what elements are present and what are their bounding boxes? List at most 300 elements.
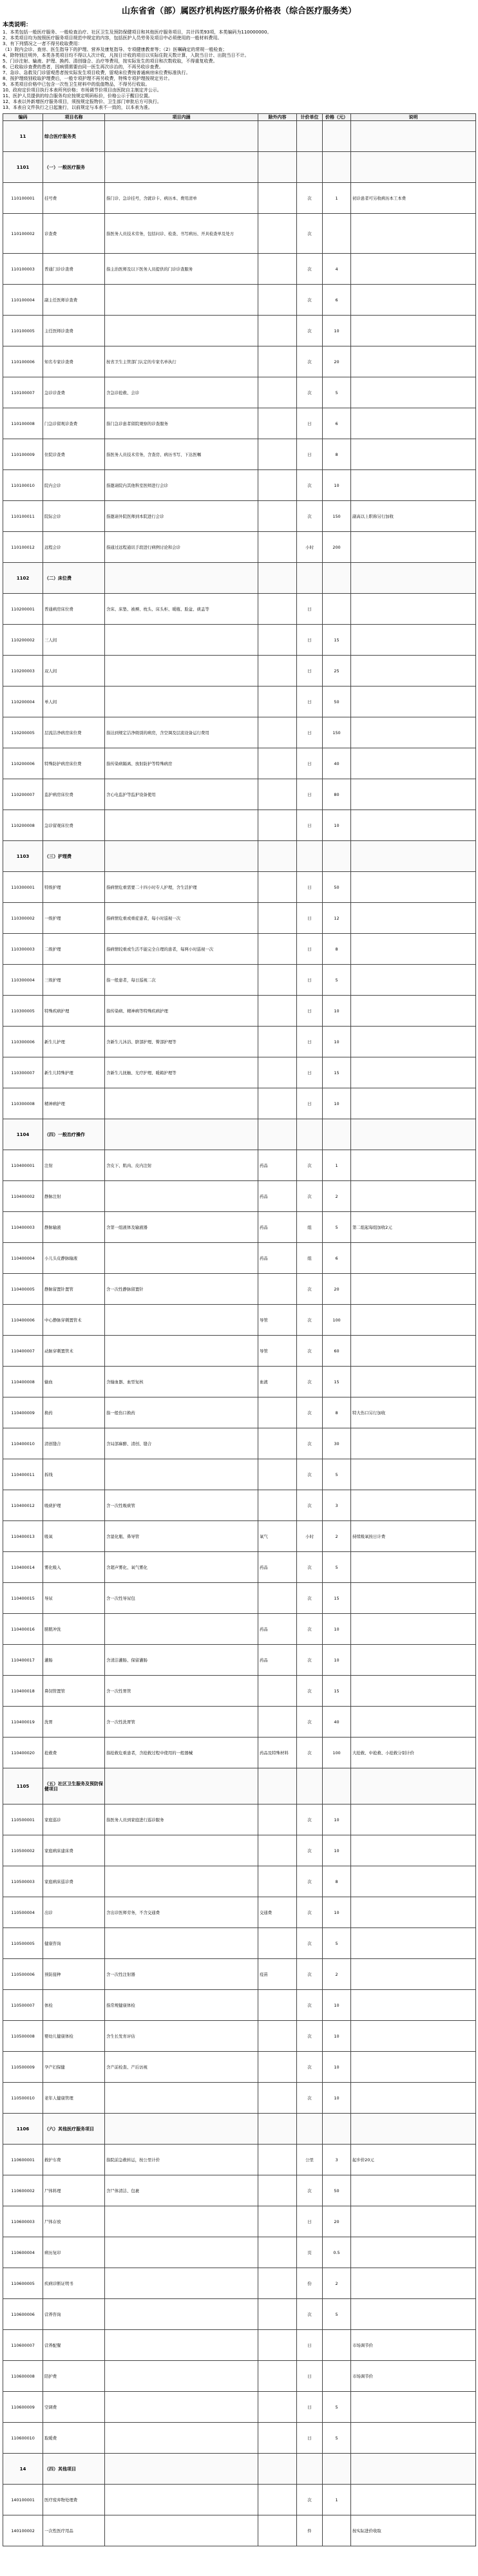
cell-item-name: 拆线 [43, 1459, 105, 1490]
cell-item-name: 病历复印 [43, 2237, 105, 2268]
cell-content: 指传染病隔离、放射防护等特殊病房 [105, 748, 258, 779]
cell-code: 1102 [3, 563, 43, 594]
cell-price: 100 [323, 1738, 351, 1768]
table-row [3, 2330, 476, 2361]
table-row [3, 1521, 476, 1552]
cell-content [105, 1768, 258, 1804]
table-row [3, 2083, 476, 2114]
cell-remarks [351, 285, 476, 316]
cell-remarks [351, 2454, 476, 2485]
cell-item-name: 层流洁净病房床位费 [43, 717, 105, 748]
cell-content [105, 2361, 258, 2392]
cell-content: 含新生儿抚触、光疗护理、暖箱护理等 [105, 1057, 258, 1088]
cell-code: 110600007 [3, 2330, 43, 2361]
cell-content [105, 1614, 258, 1645]
cell-price [323, 2361, 351, 2392]
cell-unit: 次 [297, 2052, 323, 2083]
cell-code: 110100003 [3, 254, 43, 285]
cell-remarks: 市场调节价 [351, 2361, 476, 2392]
cell-content: 含第一组液体及输液器 [105, 1212, 258, 1243]
cell-code: 110500008 [3, 2021, 43, 2052]
table-row [3, 2175, 476, 2206]
cell-unit: 组 [297, 1243, 323, 1274]
cell-code: 110100002 [3, 214, 43, 254]
cell-item-name: 小儿头皮静脉输液 [43, 1243, 105, 1274]
cell-unit: 件 [297, 2515, 323, 2546]
table-row [3, 214, 476, 254]
cell-content: 含产前检查、产后访视 [105, 2052, 258, 2083]
cell-code: 110300007 [3, 1057, 43, 1088]
table-row [3, 1490, 476, 1521]
cell-content: 指主治医师及以下医务人员提供的门诊诊查服务 [105, 254, 258, 285]
cell-content [105, 810, 258, 841]
cell-code: 110400010 [3, 1428, 43, 1459]
cell-content: 指医务人员技术劳务，含查房、病历书写、下达医嘱 [105, 439, 258, 470]
table-row [3, 748, 476, 779]
cell-content: 含一次性胃管 [105, 1676, 258, 1707]
table-row [3, 1305, 476, 1336]
cell-code: 110600006 [3, 2299, 43, 2330]
col-header-code: 编码 [3, 114, 43, 121]
cell-price: 0.5 [323, 2237, 351, 2268]
cell-price: 10 [323, 316, 351, 346]
cell-content: 含一次性洗胃管 [105, 1707, 258, 1738]
cell-code: 110500006 [3, 1959, 43, 1990]
cell-content [105, 1866, 258, 1897]
table-row [3, 1583, 476, 1614]
cell-remarks [351, 1181, 476, 1212]
cell-content [105, 2206, 258, 2237]
cell-exclusions [258, 470, 297, 501]
cell-price: 2 [323, 1521, 351, 1552]
cell-unit: 次 [297, 1583, 323, 1614]
cell-exclusions: 导管 [258, 1336, 297, 1367]
cell-code: 110600003 [3, 2206, 43, 2237]
cell-unit: 次 [297, 1459, 323, 1490]
cell-remarks [351, 2175, 476, 2206]
cell-exclusions [258, 1027, 297, 1057]
cell-exclusions [258, 779, 297, 810]
table-row [3, 408, 476, 439]
cell-price: 10 [323, 470, 351, 501]
cell-remarks [351, 1459, 476, 1490]
cell-item-name: 尸体料理 [43, 2175, 105, 2206]
cell-remarks: 初诊患者可另收病历本工本费 [351, 183, 476, 214]
cell-code: 110400008 [3, 1367, 43, 1397]
table-row [3, 717, 476, 748]
note-line: 6、已收取诊查费的患者，因病情需要由同一医生再次诊治的，不再另收诊查费。 [3, 64, 164, 70]
table-row [3, 934, 476, 965]
cell-remarks [351, 1804, 476, 1835]
note-line: 10、政府定价项目执行本表所列价格；市场调节价项目由医院自主制定并公示。 [3, 88, 162, 93]
cell-exclusions [258, 2268, 297, 2299]
cell-code: 14 [3, 2454, 43, 2485]
cell-remarks [351, 1243, 476, 1274]
cell-code: 110300006 [3, 1027, 43, 1057]
cell-exclusions [258, 656, 297, 687]
cell-remarks [351, 656, 476, 687]
cell-code: 110400001 [3, 1150, 43, 1181]
cell-exclusions [258, 1397, 297, 1428]
cell-price: 100 [323, 1305, 351, 1336]
cell-unit: 日 [297, 656, 323, 687]
cell-exclusions [258, 717, 297, 748]
cell-unit: 日 [297, 687, 323, 717]
cell-code: 110400009 [3, 1397, 43, 1428]
cell-unit: 次 [297, 1305, 323, 1336]
cell-unit: 日 [297, 717, 323, 748]
cell-price: 3 [323, 1490, 351, 1521]
table-row [3, 872, 476, 903]
cell-code: 110500010 [3, 2083, 43, 2114]
cell-exclusions [258, 625, 297, 656]
cell-exclusions [258, 408, 297, 439]
cell-item-name: 家庭病床建床费 [43, 1835, 105, 1866]
table-row [3, 2515, 476, 2546]
cell-price: 10 [323, 1990, 351, 2021]
cell-unit: 次 [297, 377, 323, 408]
cell-price: 3 [323, 2145, 351, 2175]
cell-content [105, 316, 258, 346]
cell-code: 110400007 [3, 1336, 43, 1367]
cell-code: 110600002 [3, 2175, 43, 2206]
cell-code: 1101 [3, 152, 43, 183]
cell-item-name: （一）一般医疗服务 [43, 152, 105, 183]
cell-remarks [351, 2392, 476, 2423]
cell-exclusions [258, 748, 297, 779]
cell-price: 5 [323, 1928, 351, 1959]
cell-exclusions [258, 254, 297, 285]
cell-exclusions [258, 2206, 297, 2237]
table-row [3, 1866, 476, 1897]
note-line: 8、按护理级别收取护理费后，一般专项护理不再另收费，特殊专项护理按规定另计。 [3, 76, 173, 81]
cell-remarks [351, 934, 476, 965]
cell-price: 40 [323, 748, 351, 779]
cell-content: 含超声雾化、氧气雾化 [105, 1552, 258, 1583]
table-header-row [3, 114, 476, 121]
cell-unit: 次 [297, 1614, 323, 1645]
cell-exclusions [258, 1990, 297, 2021]
cell-content: 指病情危重或重症患者，每小时巡视一次 [105, 903, 258, 934]
cell-exclusions [258, 316, 297, 346]
cell-exclusions [258, 121, 297, 152]
cell-content: 含尸体清洁、包裹 [105, 2175, 258, 2206]
cell-item-name: 静脉注射 [43, 1181, 105, 1212]
cell-content: 指病情危重需要二十四小时专人护理，含生活护理 [105, 872, 258, 903]
cell-content: 含湿化瓶、鼻导管 [105, 1521, 258, 1552]
table-row [3, 470, 476, 501]
cell-remarks [351, 439, 476, 470]
cell-unit: 次 [297, 2083, 323, 2114]
cell-price: 150 [323, 501, 351, 532]
cell-exclusions [258, 2083, 297, 2114]
cell-code: 110600009 [3, 2392, 43, 2423]
cell-remarks [351, 532, 476, 563]
table-row [3, 810, 476, 841]
section-row [3, 1119, 476, 1150]
section-row [3, 121, 476, 152]
cell-item-name: 远程会诊 [43, 532, 105, 563]
cell-remarks [351, 903, 476, 934]
cell-item-name: 婴幼儿健康体检 [43, 2021, 105, 2052]
note-line: 5、门诊注射、输液、护理、换药、清创缝合、治疗等费用，按实际发生的项目和次数收取，不得重复收费。 [3, 59, 218, 64]
cell-price: 10 [323, 2083, 351, 2114]
cell-exclusions [258, 1866, 297, 1897]
cell-unit: 日 [297, 2206, 323, 2237]
cell-item-name: 一级护理 [43, 903, 105, 934]
cell-exclusions: 药品 [258, 1212, 297, 1243]
cell-remarks [351, 254, 476, 285]
cell-unit: 日 [297, 408, 323, 439]
cell-item-name: 急诊诊查费 [43, 377, 105, 408]
cell-item-name: 预防接种 [43, 1959, 105, 1990]
cell-price [323, 1768, 351, 1804]
cell-remarks [351, 1274, 476, 1305]
cell-remarks [351, 1676, 476, 1707]
cell-item-name: 家庭病床巡诊费 [43, 1866, 105, 1897]
table-row [3, 2021, 476, 2052]
cell-remarks [351, 1367, 476, 1397]
cell-item-name: 灌肠 [43, 1645, 105, 1676]
cell-item-name: 医疗废弃物处理费 [43, 2485, 105, 2515]
cell-content [105, 1305, 258, 1336]
cell-item-name: 抢救费 [43, 1738, 105, 1768]
cell-exclusions [258, 1583, 297, 1614]
cell-item-name: 陪护费 [43, 2361, 105, 2392]
cell-price: 150 [323, 717, 351, 748]
cell-remarks [351, 625, 476, 656]
cell-unit: 组 [297, 1212, 323, 1243]
cell-remarks: 市场调节价 [351, 2330, 476, 2361]
cell-exclusions [258, 1928, 297, 1959]
col-header-content: 项目内涵 [105, 114, 258, 121]
table-row [3, 532, 476, 563]
cell-remarks [351, 121, 476, 152]
cell-content: 指邀请院内其他科室医师进行会诊 [105, 470, 258, 501]
cell-price: 10 [323, 1088, 351, 1119]
cell-unit: 次 [297, 183, 323, 214]
cell-price: 40 [323, 1707, 351, 1738]
note-line: 1、本类包括一般医疗服务、一般检查治疗、社区卫生及预防保健项目和其他医疗服务项目，共计四类93项，本类编码为110000000。 [3, 30, 272, 35]
cell-exclusions [258, 872, 297, 903]
cell-unit: 次 [297, 2485, 323, 2515]
cell-unit: 页 [297, 2237, 323, 2268]
table-row [3, 1645, 476, 1676]
cell-exclusions [258, 594, 297, 625]
cell-content: 含一次性吸痰管 [105, 1490, 258, 1521]
cell-exclusions [258, 1057, 297, 1088]
cell-price: 2 [323, 1959, 351, 1990]
cell-content [105, 2485, 258, 2515]
col-header-price: 价格（元） [323, 114, 351, 121]
cell-price: 5 [323, 2423, 351, 2454]
note-line: 9、本类项目价格中已包含一次性卫生材料中的低值物品，不得另行收取。 [3, 82, 150, 87]
cell-exclusions [258, 2515, 297, 2546]
cell-code: 110400019 [3, 1707, 43, 1738]
cell-price: 20 [323, 1274, 351, 1305]
cell-remarks [351, 1866, 476, 1897]
cell-remarks: 持续吸氧按日计费 [351, 1521, 476, 1552]
cell-code: 110300002 [3, 903, 43, 934]
cell-price: 10 [323, 996, 351, 1027]
cell-price: 8 [323, 1866, 351, 1897]
cell-price: 10 [323, 2021, 351, 2052]
table-row [3, 2268, 476, 2299]
cell-content [105, 152, 258, 183]
cell-remarks [351, 2114, 476, 2145]
cell-remarks [351, 1552, 476, 1583]
cell-code: 110100007 [3, 377, 43, 408]
cell-item-name: （三）护理费 [43, 841, 105, 872]
cell-remarks [351, 965, 476, 996]
cell-code: 110200008 [3, 810, 43, 841]
cell-unit: 次 [297, 1866, 323, 1897]
cell-content: 含一次性静脉留置针 [105, 1274, 258, 1305]
cell-unit: 次 [297, 1645, 323, 1676]
cell-remarks [351, 152, 476, 183]
cell-price: 5 [323, 965, 351, 996]
cell-item-name: （四）一般治疗操作 [43, 1119, 105, 1150]
cell-remarks [351, 1336, 476, 1367]
cell-unit [297, 841, 323, 872]
cell-unit: 日 [297, 965, 323, 996]
cell-exclusions [258, 1768, 297, 1804]
cell-remarks [351, 377, 476, 408]
cell-unit: 日 [297, 2392, 323, 2423]
cell-remarks [351, 1490, 476, 1521]
cell-item-name: 一次性医疗用品 [43, 2515, 105, 2546]
cell-price: 5 [323, 1552, 351, 1583]
cell-content: 指通过远程通讯手段进行病例讨论和会诊 [105, 532, 258, 563]
cell-item-name: 普通门诊诊查费 [43, 254, 105, 285]
cell-code: 1105 [3, 1768, 43, 1804]
cell-code: 110300005 [3, 996, 43, 1027]
cell-remarks [351, 717, 476, 748]
cell-code: 1106 [3, 2114, 43, 2145]
cell-content: 含急诊抢救、会诊 [105, 377, 258, 408]
cell-exclusions [258, 810, 297, 841]
table-row [3, 285, 476, 316]
cell-content [105, 1835, 258, 1866]
cell-price: 10 [323, 2052, 351, 2083]
cell-code: 110400013 [3, 1521, 43, 1552]
cell-content [105, 2237, 258, 2268]
notes-block [3, 30, 475, 111]
cell-item-name: 鼻饲管置管 [43, 1676, 105, 1707]
cell-item-name: 知名专家诊查费 [43, 346, 105, 377]
cell-code: 110100004 [3, 285, 43, 316]
cell-exclusions [258, 2021, 297, 2052]
cell-unit: 次 [297, 1990, 323, 2021]
cell-code: 110300004 [3, 965, 43, 996]
cell-content [105, 1928, 258, 1959]
cell-price: 2 [323, 1181, 351, 1212]
cell-code: 1104 [3, 1119, 43, 1150]
cell-exclusions [258, 152, 297, 183]
cell-code: 110600005 [3, 2268, 43, 2299]
cell-content [105, 2268, 258, 2299]
col-header-unit: 计价单位 [297, 114, 323, 121]
cell-exclusions [258, 2145, 297, 2175]
cell-code: 110500004 [3, 1897, 43, 1928]
cell-item-name: 吸痰护理 [43, 1490, 105, 1521]
table-row [3, 346, 476, 377]
cell-unit [297, 152, 323, 183]
cell-content [105, 1459, 258, 1490]
cell-price: 10 [323, 810, 351, 841]
cell-content [105, 2515, 258, 2546]
cell-price: 15 [323, 625, 351, 656]
cell-exclusions: 氧气 [258, 1521, 297, 1552]
cell-exclusions [258, 439, 297, 470]
cell-content [105, 841, 258, 872]
cell-content: 按省卫生主管部门认定的专家名单执行 [105, 346, 258, 377]
cell-item-name: 雾化吸入 [43, 1552, 105, 1583]
table-row [3, 2392, 476, 2423]
cell-code: 110500002 [3, 1835, 43, 1866]
cell-remarks [351, 1027, 476, 1057]
cell-code: 110200002 [3, 625, 43, 656]
cell-remarks [351, 1897, 476, 1928]
cell-price: 8 [323, 439, 351, 470]
table-row [3, 965, 476, 996]
cell-item-name: 导尿 [43, 1583, 105, 1614]
cell-content [105, 121, 258, 152]
cell-code: 110500007 [3, 1990, 43, 2021]
cell-code: 110100005 [3, 316, 43, 346]
cell-unit: 日 [297, 1057, 323, 1088]
cell-code: 140100001 [3, 2485, 43, 2515]
cell-code: 110200006 [3, 748, 43, 779]
cell-exclusions: 药品及特殊材料 [258, 1738, 297, 1768]
cell-remarks [351, 408, 476, 439]
cell-item-name: （五）社区卫生服务及预防保健项目 [43, 1768, 105, 1804]
cell-item-name: 特级护理 [43, 872, 105, 903]
section-row [3, 152, 476, 183]
cell-item-name: 取暖费 [43, 2423, 105, 2454]
cell-remarks [351, 1707, 476, 1738]
cell-price: 8 [323, 1397, 351, 1428]
cell-remarks [351, 2021, 476, 2052]
cell-price [323, 2515, 351, 2546]
cell-code: 110600004 [3, 2237, 43, 2268]
note-line: 11、医护人员提供的综合服务均应按规定明码标价，价格公示于醒目位置。 [3, 93, 153, 99]
cell-exclusions: 药品 [258, 1181, 297, 1212]
cell-price: 6 [323, 1243, 351, 1274]
cell-content [105, 1336, 258, 1367]
cell-content [105, 1181, 258, 1212]
cell-item-name: 家庭巡诊 [43, 1804, 105, 1835]
cell-price: 5 [323, 377, 351, 408]
cell-price: 5 [323, 1212, 351, 1243]
cell-content [105, 2114, 258, 2145]
cell-code: 11 [3, 121, 43, 152]
cell-unit: 次 [297, 1804, 323, 1835]
cell-exclusions [258, 687, 297, 717]
notes-heading: 本类说明： [3, 22, 32, 28]
table-row [3, 2423, 476, 2454]
cell-price [323, 841, 351, 872]
cell-item-name: 体检 [43, 1990, 105, 2021]
cell-unit: 日 [297, 779, 323, 810]
cell-code: 110300008 [3, 1088, 43, 1119]
table-row [3, 1367, 476, 1397]
cell-exclusions [258, 563, 297, 594]
table-row [3, 501, 476, 532]
cell-price: 15 [323, 1367, 351, 1397]
cell-unit: 日 [297, 996, 323, 1027]
table-row [3, 1928, 476, 1959]
